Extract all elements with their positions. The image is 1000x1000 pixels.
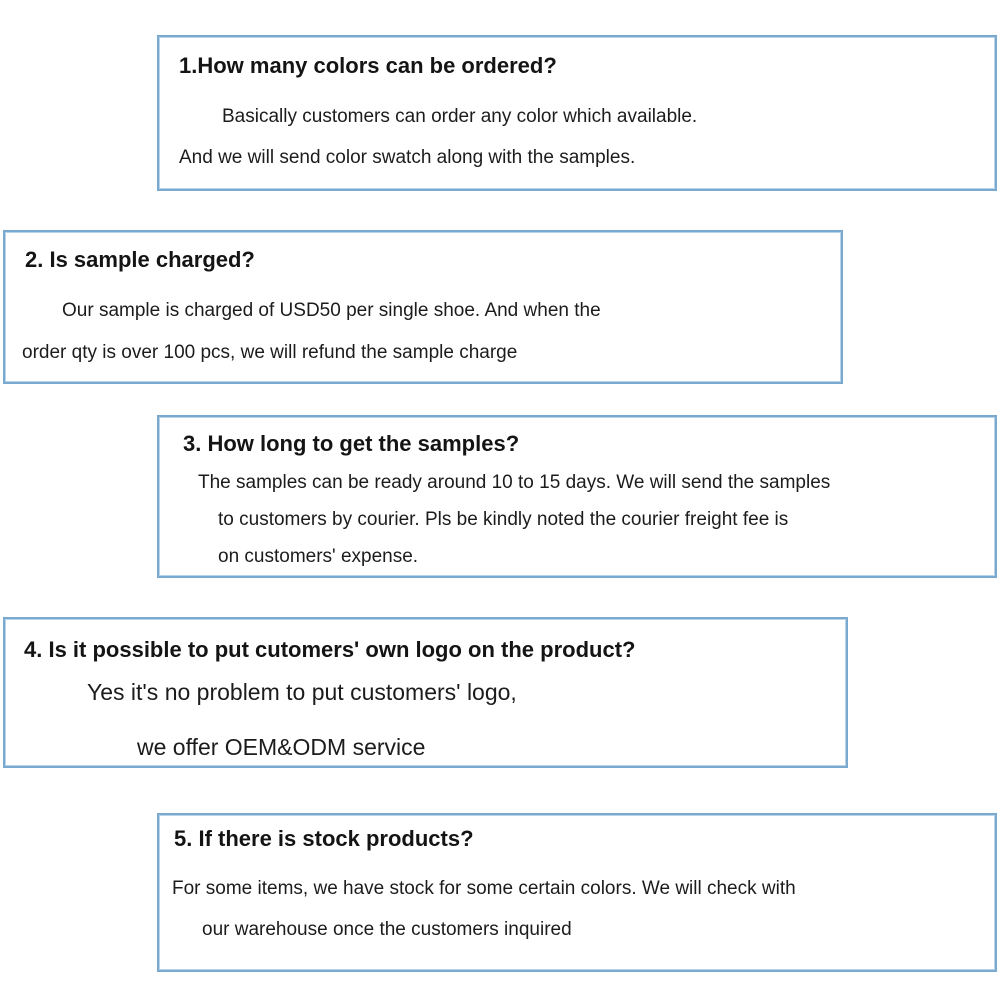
faq-box-colors <box>157 35 997 191</box>
faq-question-2: 2. Is sample charged? <box>25 247 255 272</box>
faq-answer-line: on customers' expense. <box>218 546 419 567</box>
faq-box-stock <box>157 813 997 972</box>
faq-answer-line: For some items, we have stock for some certain colors. We will check with <box>172 878 796 899</box>
faq-question-4: 4. Is it possible to put cutomers' own logo on the product? <box>24 637 636 662</box>
faq-question-1: 1.How many colors can be ordered? <box>179 53 557 78</box>
faq-answer-line: Basically customers can order any color which available. <box>222 106 698 127</box>
faq-box-sample-time <box>157 415 997 578</box>
faq-box-sample-charge <box>3 230 843 384</box>
faq-answer-line: Our sample is charged of USD50 per single shoe. And when the <box>62 300 601 321</box>
faq-answer-line: Yes it's no problem to put customers' logo, <box>87 679 517 705</box>
faq-answer-line: order qty is over 100 pcs, we will refund the sample charge <box>22 342 518 363</box>
faq-answer-line: we offer OEM&ODM service <box>137 734 426 760</box>
faq-answer-line: The samples can be ready around 10 to 15 days. We will send the samples <box>198 472 831 493</box>
faq-question-3: 3. How long to get the samples? <box>183 431 520 456</box>
faq-answer-line: to customers by courier. Pls be kindly noted the courier freight fee is <box>218 509 789 530</box>
faq-question-5: 5. If there is stock products? <box>174 826 474 851</box>
faq-answer-line: our warehouse once the customers inquired <box>202 919 572 940</box>
faq-box-custom-logo <box>3 617 848 768</box>
faq-answer-line: And we will send color swatch along with the samples. <box>179 147 636 168</box>
